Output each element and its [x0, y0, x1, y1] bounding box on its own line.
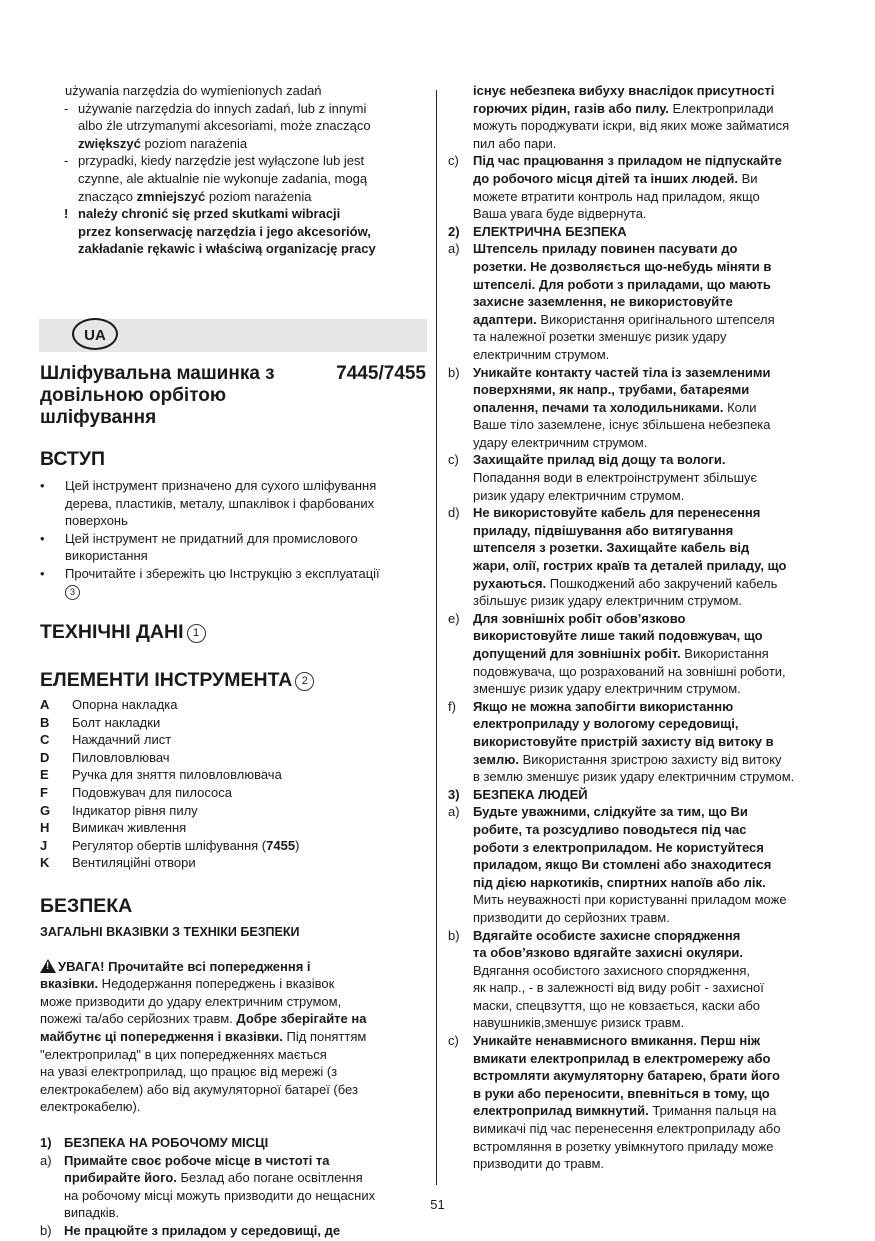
list-item: a) Примайте своє робоче місце в чистоті та прибирайте його. Безлад або погане освітлення на робочому місці можуть призводити до нещасних випадків. — [40, 1152, 376, 1221]
language-band — [39, 319, 427, 352]
section-subheading: 1) БЕЗПЕКА НА РОБОЧОМУ МІСЦІ — [40, 1134, 269, 1150]
list-item: F Подовжувач для пилососа — [40, 785, 232, 801]
section-heading: ТЕХНІЧНІ ДАНІ 1 — [40, 620, 426, 644]
list-item: J Регулятор обертів шліфування (7455) — [40, 837, 300, 853]
list-item: G Індикатор рівня пилу — [40, 802, 198, 818]
list-item: d) Не використовуйте кабель для перенесення приладу, підвішування або витягування штепселя з розетки. Захищайте кабель від жари, олії, гострих країв та деталей приладу, що рухаються. Пошкоджений або закручений кабель збільшує ризик удару електричним струмом. — [448, 505, 787, 609]
right-column — [448, 82, 838, 1173]
figure-ref: 3 — [65, 585, 80, 600]
product-title-line: шліфування — [40, 406, 157, 428]
product-title-line: довільною орбітою — [40, 384, 227, 406]
list-item: D Пиловловлювач — [40, 749, 170, 765]
list-item: e) Для зовнішніх робіт обов’язково використовуйте лише такий подовжувач, що допущений для зовнішніх робіт. Використання подовжувача, що розрахований на зовнішні роботи, зменшує ризик удару електричним струмом. — [448, 610, 786, 697]
parts-list — [40, 696, 426, 872]
list-item: c) Під час працювання з приладом не підпускайте до робочого місця дітей та інших людей. Ви можете втратити контроль над приладом, якщо Ваша увага буде відвернута. — [448, 153, 782, 222]
list-item: c) Уникайте ненавмисного вмикання. Перш ніж вмикати електроприлад в електромережу або встромляти акумуляторну батарею, брати його в руки або переносити, впевніться в тому, що електроприлад вимкнутий. Тримання пальця на вимикачі під час перенесення електроприладу або встромляння в розетку увімкнутого приладу може призводити до травм. — [448, 1033, 781, 1172]
section-subheading: 3) БЕЗПЕКА ЛЮДЕЙ — [448, 786, 588, 802]
list-item: - przypadki, kiedy narzędzie jest wyłączone lub jest czynne, ale aktualnie nie wykonuje zadania, mogą znacząco zmniejszyć poziom narażenia — [64, 153, 368, 204]
list-item: C Наждачний лист — [40, 732, 172, 748]
list-item: A Опорна накладка — [40, 697, 178, 713]
list-item: B Болт накладки — [40, 714, 161, 730]
figure-ref: 1 — [187, 624, 206, 643]
list-item-continued: існує небезпека вибуху внаслідок присутності горючих рідин, газів або пилу. Електроприлади можуть породжувати іскри, від яких може займатися пил або пари. — [473, 83, 790, 151]
section-heading: ВСТУП — [40, 447, 105, 470]
list-item: - używanie narzędzia do innych zadań, lub z innymi albo źle utrzymanymi akcesoriami, może znacząco zwiększyć poziom narażenia — [64, 100, 371, 151]
subheading: ЗАГАЛЬНІ ВКАЗІВКИ З ТЕХНІКИ БЕЗПЕКИ — [40, 925, 300, 940]
list-item: a) Штепсель приладу повинен пасувати до розетки. Не дозволяється що-небудь міняти в штепселі. Для роботи з приладами, що мають захисне заземлення, не використовуйте адаптери. Використання оригінального штепселя та належної розетки зменшує ризик удару електричним струмом. — [448, 241, 775, 362]
warning-icon: ! — [40, 959, 56, 973]
model-number: 7445/7455 — [336, 362, 426, 384]
section-heading: ЕЛЕМЕНТИ ІНСТРУМЕНТА 2 — [40, 668, 426, 692]
list-item: a) Будьте уважними, слідкуйте за тим, що Ви робите, та розсудливо поводьтеся під час роботи з електроприладом. Не користуйтеся приладом, якщо Ви стомлені або знаходитеся під дією наркотиків, спиртних напоїв або лік. Мить неуважності при користуванні приладом може призводити до серйозних травм. — [448, 804, 787, 925]
list-item: • Прочитайте і збережіть цю Інструкцію з експлуатації 3 — [40, 565, 426, 600]
list-item: E Ручка для зняття пиловловлювача — [40, 767, 282, 783]
list-item: b) Не працюйте з приладом у середовищі, де — [40, 1222, 341, 1238]
list-item: ! należy chronić się przed skutkami wibracji przez konserwację narzędzia i jego akcesoriów, zakładanie rękawic i właściwą organizację pracy — [64, 206, 376, 257]
list-item: H Вимикач живлення — [40, 820, 187, 836]
language-badge: UA — [72, 318, 118, 350]
warning-block: ! УВАГА! Прочитайте всі попередження і вказівки. Недодержання попереджень і вказівок може призводити до удару електричним струмом, пожежі та/або серйозних травм. Добре зберігайте на майбутнє ці попередження і вказівки. Під поняттям "електроприлад" в цих попередженнях мається на увазі електроприлад, що працює від мережі (з електрокабелем) або від акумуляторної батареї (без електрокабелю). — [40, 958, 367, 1115]
list-item: • Цей інструмент призначено для сухого шліфування дерева, пластиків, металу, шпаклівок і фарбованих поверхонь — [40, 477, 377, 529]
list-item: b) Вдягайте особисте захисне спорядження та обов’язково вдягайте захисні окуляри. Вдягання особистого захисного спорядження, як напр., - в залежності від виду робіт - захисної маски, спецвзуття, що не ковзається, каски або навушників,зменшує ризиск травм. — [448, 927, 764, 1031]
product-title: Шліфувальна машинка з 7445/7455 — [40, 362, 426, 384]
text-line: używania narzędzia do wymienionych zadań — [65, 83, 322, 98]
list-item: f) Якщо не можна запобігти використанню електроприладу у вологому середовищі, використовуйте пристрій захисту від витоку в землю. Використання зристрою захисту від витоку в землю зменшує ризик удару електричним струмом. — [448, 698, 795, 785]
list-item: c) Захищайте прилад від дощу та вологи. Попадання води в електроінструмент збільшує ризик удару електричним струмом. — [448, 452, 758, 503]
section-heading: БЕЗПЕКА — [40, 895, 133, 918]
section-subheading: 2) ЕЛЕКТРИЧНА БЕЗПЕКА — [448, 223, 627, 239]
list-item: • Цей інструмент не придатний для промислового використання — [40, 530, 358, 564]
column-divider — [436, 90, 437, 1185]
page-number: 51 — [430, 1197, 445, 1212]
figure-ref: 2 — [295, 672, 314, 691]
list-item: K Вентиляційні отвори — [40, 855, 196, 871]
left-column — [40, 82, 426, 1240]
list-item: b) Уникайте контакту частей тіла із заземленими поверхнями, як напр., трубами, батареями опалення, печами та холодильниками. Коли Ваше тіло заземлене, існує збільшена небезпека удару електричним струмом. — [448, 364, 771, 450]
